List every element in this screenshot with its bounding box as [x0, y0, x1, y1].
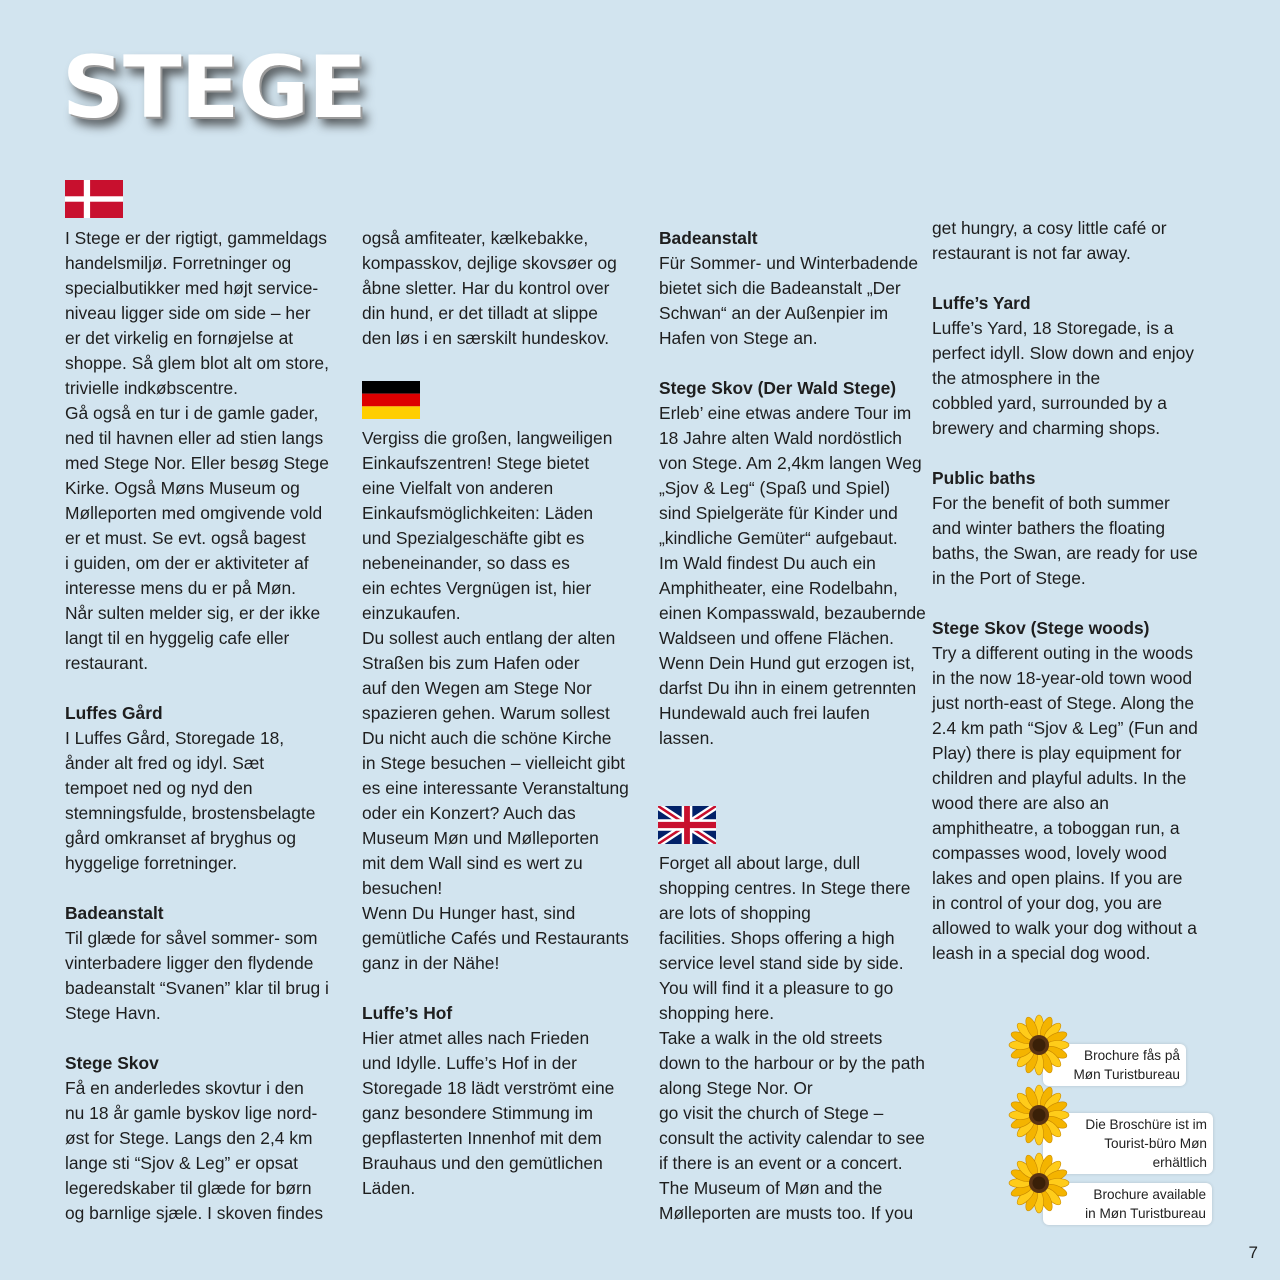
sunflower-icon — [1008, 1152, 1070, 1214]
section-heading: Luffe’s Yard — [932, 293, 1031, 313]
section-heading: Stege Skov — [65, 1053, 159, 1073]
text-line: spazieren gehen. Warum sollest — [362, 703, 610, 723]
text-line: kompasskov, dejlige skovsøer og — [362, 253, 617, 273]
section-heading: Stege Skov (Der Wald Stege) — [659, 378, 897, 398]
text-line: Vergiss die großen, langweiligen — [362, 428, 613, 448]
text-line: shopping here. — [659, 1003, 775, 1023]
text-line: og barnlige sjæle. I skoven findes — [65, 1203, 324, 1223]
text-line: Schwan“ an der Außenpier im — [659, 303, 889, 323]
text-line: ånder alt fred og idyl. Sæt — [65, 753, 265, 773]
text-line: Wenn Du Hunger hast, sind — [362, 903, 576, 923]
text-line: I Stege er der rigtigt, gammeldags — [65, 228, 327, 248]
text-line: You will find it a pleasure to go — [659, 978, 894, 998]
text-line: lakes and open plains. If you are — [932, 868, 1183, 888]
text-line: Du nicht auch die schöne Kirche — [362, 728, 612, 748]
text-line: er et must. Se evt. også bagest — [65, 528, 306, 548]
text-line: the atmosphere in the — [932, 368, 1101, 388]
text-line: lange sti “Sjov & Leg” er opsat — [65, 1153, 298, 1173]
text-line: For the benefit of both summer — [932, 493, 1170, 513]
text-line: in Stege besuchen – vielleicht gibt — [362, 753, 625, 773]
text-line: von Stege. Am 2,4km langen Weg — [659, 453, 922, 473]
text-line: Waldseen und offene Flächen. — [659, 628, 894, 648]
text-line: er det virkelig en fornøjelse at — [65, 328, 294, 348]
badge-line: Møn Turistbureau — [1073, 1067, 1180, 1082]
badge-line: Tourist-büro Møn erhältlich — [1104, 1136, 1207, 1170]
text-line: Forget all about large, dull — [659, 853, 861, 873]
badge-line: Die Broschüre ist im — [1085, 1117, 1207, 1132]
text-line: Take a walk in the old streets — [659, 1028, 883, 1048]
text-line: Til glæde for såvel sommer- som — [65, 928, 318, 948]
text-line — [932, 441, 1198, 466]
sunflower-icon — [1008, 1084, 1070, 1146]
text-line: wood there are also an — [932, 793, 1109, 813]
text-line: specialbutikker med højt service- — [65, 278, 319, 298]
text-line: din hund, er det tilladt at slippe — [362, 303, 598, 323]
text-line: gepflasterten Innenhof mit dem — [362, 1128, 602, 1148]
text-line: stemningsfulde, brostensbelagte — [65, 803, 316, 823]
text-line: vinterbadere ligger den flydende — [65, 953, 314, 973]
section-heading: Luffes Gård — [65, 703, 163, 723]
text-line — [932, 591, 1198, 616]
text-line: eine Vielfalt von anderen — [362, 478, 554, 498]
text-line: The Museum of Møn and the — [659, 1178, 883, 1198]
text-line: facilities. Shops offering a high — [659, 928, 895, 948]
text-line: are lots of shopping — [659, 903, 811, 923]
text-line: tempoet ned og nyd den — [65, 778, 253, 798]
text-line: ganz besondere Stimmung im — [362, 1103, 594, 1123]
text-line: med Stege Nor. Eller besøg Stege — [65, 453, 329, 473]
badge-line: Brochure fås på — [1084, 1048, 1180, 1063]
text-line: restaurant. — [65, 653, 149, 673]
text-line: Få en anderledes skovtur i den — [65, 1078, 304, 1098]
text-line: besuchen! — [362, 878, 443, 898]
text-line: sind Spielgeräte für Kinder und — [659, 503, 898, 523]
text-line: allowed to walk your dog without a — [932, 918, 1197, 938]
text-line: „kindliche Gemüter“ aufgebaut. — [659, 528, 898, 548]
text-line: darfst Du ihn in einem getrennten — [659, 678, 917, 698]
text-line — [362, 976, 629, 1001]
text-line: if there is an event or a concert. — [659, 1153, 903, 1173]
text-line — [932, 266, 1198, 291]
text-line: 18 Jahre alten Wald nordöstlich — [659, 428, 902, 448]
text-line: Kirke. Også Møns Museum og — [65, 478, 300, 498]
text-line: Einkaufsmöglichkeiten: Läden — [362, 503, 594, 523]
british-flag-icon — [658, 806, 716, 844]
text-line: Du sollest auch entlang der alten — [362, 628, 616, 648]
text-line: consult the activity calendar to see — [659, 1128, 925, 1148]
sunflower-icon — [1008, 1014, 1070, 1076]
danish-text-column — [65, 226, 329, 1226]
text-line: I Luffes Gård, Storegade 18, — [65, 728, 285, 748]
text-line: get hungry, a cosy little café or — [932, 218, 1167, 238]
text-line: compasses wood, lovely wood — [932, 843, 1167, 863]
text-line: Amphitheater, eine Rodelbahn, — [659, 578, 898, 598]
text-line: også amfiteater, kælkebakke, — [362, 228, 589, 248]
text-line: Mølleporten are musts too. If you — [659, 1203, 914, 1223]
page-title: STEGE — [62, 38, 366, 138]
text-line: leash in a special dog wood. — [932, 943, 1151, 963]
text-line: Hundewald auch frei laufen — [659, 703, 870, 723]
text-line: oder ein Konzert? Auch das — [362, 803, 576, 823]
text-line: bietet sich die Badeanstalt „Der — [659, 278, 901, 298]
text-line: Hier atmet alles nach Frieden — [362, 1028, 590, 1048]
text-line: restaurant is not far away. — [932, 243, 1131, 263]
text-line: Play) there is play equipment for — [932, 743, 1182, 763]
text-line: nebeneinander, so dass es — [362, 553, 570, 573]
text-line: Für Sommer- und Winterbadende — [659, 253, 919, 273]
text-line: Stege Havn. — [65, 1003, 161, 1023]
text-line: Brauhaus und den gemütlichen — [362, 1153, 603, 1173]
text-line: niveau ligger side om side – her — [65, 303, 311, 323]
text-line: Läden. — [362, 1178, 416, 1198]
text-line: 2.4 km path “Sjov & Leg” (Fun and — [932, 718, 1198, 738]
badge-line: in Møn Turistbureau — [1085, 1206, 1206, 1221]
text-line: shoppe. Så glem blot alt om store, — [65, 353, 329, 373]
badge-line: Brochure available — [1093, 1187, 1206, 1202]
text-line: Når sulten melder sig, er der ikke — [65, 603, 321, 623]
text-line: einzukaufen. — [362, 603, 461, 623]
text-line: amphitheatre, a toboggan run, a — [932, 818, 1180, 838]
english-text-column — [659, 851, 925, 1226]
text-line — [65, 676, 329, 701]
text-line: øst for Stege. Langs den 2,4 km — [65, 1128, 313, 1148]
text-line: along Stege Nor. Or — [659, 1078, 813, 1098]
text-line: badeanstalt “Svanen” klar til brug i — [65, 978, 329, 998]
section-heading: Badeanstalt — [659, 228, 758, 248]
text-line: gård omkranset af bryghus og — [65, 828, 297, 848]
text-line: trivielle indkøbscentre. — [65, 378, 239, 398]
text-line — [65, 876, 329, 901]
text-line: i guiden, om der er aktiviteter af — [65, 553, 309, 573]
text-line — [659, 351, 926, 376]
danish-text-column-continued — [362, 226, 617, 351]
text-line: Erleb’ eine etwas andere Tour im — [659, 403, 912, 423]
text-line: brewery and charming shops. — [932, 418, 1161, 438]
section-heading: Luffe’s Hof — [362, 1003, 453, 1023]
text-line: åbne sletter. Har du kontrol over — [362, 278, 610, 298]
text-line: ganz in der Nähe! — [362, 953, 500, 973]
text-line: and winter bathers the floating — [932, 518, 1165, 538]
text-line: service level stand side by side. — [659, 953, 904, 973]
text-line: down to the harbour or by the path — [659, 1053, 925, 1073]
text-line: handelsmiljø. Forretninger og — [65, 253, 292, 273]
danish-flag-icon — [65, 180, 123, 218]
section-heading: Badeanstalt — [65, 903, 164, 923]
text-line: Gå også en tur i de gamle gader, — [65, 403, 319, 423]
text-line: shopping centres. In Stege there — [659, 878, 911, 898]
text-line: ned til havnen eller ad stien langs — [65, 428, 324, 448]
german-text-column-continued — [659, 226, 926, 751]
text-line: hyggelige forretninger. — [65, 853, 238, 873]
text-line: gemütliche Cafés und Restaurants — [362, 928, 629, 948]
text-line: children and playful adults. In the — [932, 768, 1187, 788]
text-line: und Idylle. Luffe’s Hof in der — [362, 1053, 577, 1073]
text-line: den løs i en særskilt hundeskov. — [362, 328, 610, 348]
text-line: und Spezialgeschäfte gibt es — [362, 528, 585, 548]
text-line: in the now 18-year-old town wood — [932, 668, 1193, 688]
text-line: just north-east of Stege. Along the — [932, 693, 1194, 713]
text-line: Storegade 18 lädt verströmt eine — [362, 1078, 615, 1098]
text-line: in the Port of Stege. — [932, 568, 1086, 588]
text-line: Try a different outing in the woods — [932, 643, 1194, 663]
text-line: ein echtes Vergnügen ist, hier — [362, 578, 592, 598]
text-line: Wenn Dein Hund gut erzogen ist, — [659, 653, 915, 673]
text-line: cobbled yard, surrounded by a — [932, 393, 1167, 413]
section-heading: Public baths — [932, 468, 1036, 488]
text-line: Straßen bis zum Hafen oder — [362, 653, 580, 673]
german-flag-icon — [362, 381, 420, 419]
text-line: Luffe’s Yard, 18 Storegade, is a — [932, 318, 1174, 338]
text-line: Im Wald findest Du auch ein — [659, 553, 876, 573]
text-line: go visit the church of Stege – — [659, 1103, 884, 1123]
german-text-column — [362, 426, 629, 1201]
text-line: Einkaufszentren! Stege bietet — [362, 453, 590, 473]
text-line: es eine interessante Veranstaltung — [362, 778, 629, 798]
text-line: einen Kompasswald, bezaubernde — [659, 603, 926, 623]
text-line: lassen. — [659, 728, 715, 748]
section-heading: Stege Skov (Stege woods) — [932, 618, 1150, 638]
text-line: langt til en hyggelig cafe eller — [65, 628, 290, 648]
text-line: mit dem Wall sind es wert zu — [362, 853, 583, 873]
page-number: 7 — [1248, 1243, 1258, 1262]
text-line: auf den Wegen am Stege Nor — [362, 678, 592, 698]
text-line: Mølleporten med omgivende vold — [65, 503, 323, 523]
text-line — [65, 1026, 329, 1051]
text-line: interesse mens du er på Møn. — [65, 578, 297, 598]
text-line: „Sjov & Leg“ (Spaß und Spiel) — [659, 478, 891, 498]
text-line: in control of your dog, you are — [932, 893, 1163, 913]
text-line: perfect idyll. Slow down and enjoy — [932, 343, 1194, 363]
text-line: baths, the Swan, are ready for use — [932, 543, 1198, 563]
english-text-column-continued — [932, 216, 1198, 966]
text-line: Hafen von Stege an. — [659, 328, 818, 348]
text-line: legeredskaber til glæde for børn — [65, 1178, 312, 1198]
text-line: Museum Møn und Mølleporten — [362, 828, 599, 848]
text-line: nu 18 år gamle byskov lige nord- — [65, 1103, 318, 1123]
